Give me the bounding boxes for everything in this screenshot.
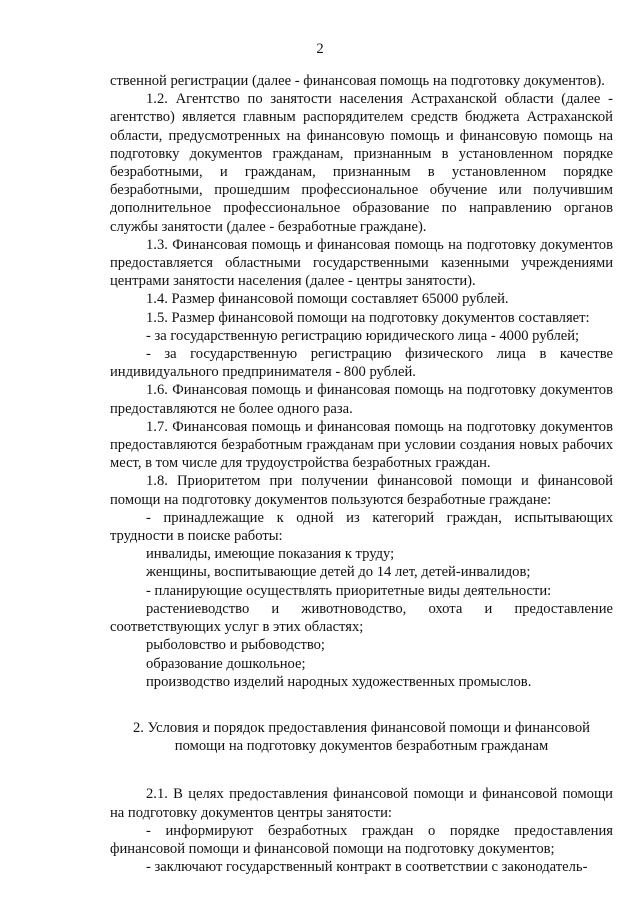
list-item: - информируют безработных граждан о порядке предоставления финансовой помощи и финансовой помощи на подготовку документов; [110,822,613,857]
paragraph: 1.4. Размер финансовой помощи составляет 65000 рублей. [146,291,509,308]
list-item: женщины, воспитывающие детей до 14 лет, детей-инвалидов; [146,564,531,581]
list-item: - планирующие осуществлять приоритетные виды деятельности: [146,582,552,599]
list-item: инвалиды, имеющие показания к труду; [146,546,395,563]
list-item: - заключают государственный контракт в соответствии с законодатель- [146,859,588,876]
list-item: производство изделий народных художественных промыслов. [146,673,532,690]
list-item: рыболовство и рыбоводство; [146,637,325,654]
list-item: образование дошкольное; [146,655,306,672]
paragraph: ственной регистрации (далее - финансовая помощь на подготовку документов). [110,73,605,89]
document-body [110,72,613,876]
paragraph: 1.8. Приоритетом при получении финансовой помощи и финансовой помощи на подготовку документов пользуются безработные граждане: [110,473,613,508]
paragraph: 2.1. В целях предоставления финансовой помощи и финансовой помощи на подготовку документов центры занятости: [110,786,613,821]
paragraph: 1.5. Размер финансовой помощи на подготовку документов составляет: [146,309,590,326]
paragraph: 1.2. Агентство по занятости населения Астраханской области (далее - агентство) является главным распорядителем средств бюджета Астраханской области, предусмотренных на финансовую помощь и финансовую помощь на подготовку документов гражданам, признанным в установленном порядке безработными, и гражданам, признанным в установленном порядке безработными, прошедшим профессиональное обучение или получившим дополнительное профессиональное образование по направлению органов службы занятости (далее - безработные граждане). [110,91,613,235]
spacer [110,755,613,785]
spacer [110,691,613,719]
list-item: - принадлежащие к одной из категорий граждан, испытывающих трудности в поиске работы: [110,509,613,545]
page-number: 2 [316,41,324,57]
paragraph: 1.6. Финансовая помощь и финансовая помощь на подготовку документов предоставляются не более одного раза. [110,382,613,417]
list-item: - за государственную регистрацию юридического лица - 4000 рублей; [146,327,580,344]
paragraph: 1.3. Финансовая помощь и финансовая помощь на подготовку документов предоставляется областными государственными казенными учреждениями центрами занятости населения (далее - центры занятости). [110,236,613,290]
list-item: - за государственную регистрацию физического лица в качестве индивидуального предпринимателя - 800 рублей. [110,346,613,381]
section-heading: 2. Условия и порядок предоставления финансовой помощи и финансовой помощи на подготовку документов безработным гражданам [133,719,590,755]
list-item: растениеводство и животноводство, охота и предоставление соответствующих услуг в этих областях; [110,600,613,636]
paragraph: 1.7. Финансовая помощь и финансовая помощь на подготовку документов предоставляются безработным гражданам при условии создания новых рабочих мест, в том числе для трудоустройства безработных граждан. [110,418,613,472]
